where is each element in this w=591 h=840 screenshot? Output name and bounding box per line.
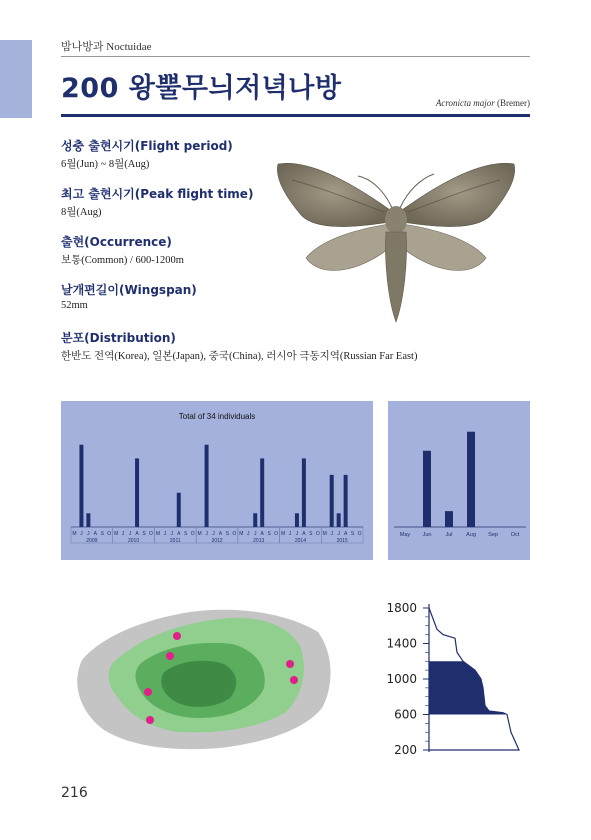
title-divider [61,114,530,117]
section-heading: 최고 출현시기(Peak flight time) [61,187,254,201]
month-tick-label: J [247,531,250,537]
bar [253,513,257,527]
bar [445,511,453,527]
bar [344,475,348,527]
year-tick-label: 2015 [336,538,348,544]
section-value: 6월(Jun) ~ 8월(Aug) [61,159,150,170]
bar [302,458,306,527]
bar [337,513,341,527]
month-tick-label: A [260,531,264,537]
yearly-chart [61,401,373,560]
chapter-tab [0,40,32,118]
month-tick-label: J [205,531,208,537]
year-tick-label: 2010 [128,538,140,544]
altitude-range-fill [429,661,507,714]
month-tick-label: J [337,531,340,537]
section-heading: 날개편길이(Wingspan) [61,283,197,297]
scientific-name-italic: Acronicta major [435,98,495,108]
month-tick-label: J [253,531,257,537]
month-tick-label: J [121,531,125,537]
month-tick-label: J [87,531,90,537]
bar [260,458,264,527]
section-value: 보통(Common) / 600-1200m [61,255,184,266]
month-tick-label: A [218,531,223,537]
map-point [166,652,174,660]
month-tick-label: S [142,531,146,537]
altitude-tick-label: 200 [394,743,417,757]
section-value: 한반도 전역(Korea), 일본(Japan), 중국(China), 러시아 극동지역(Russian Far East) [61,351,418,362]
section-occurrence [61,233,184,267]
month-tick-label: J [330,531,333,537]
altitude-chart [385,596,535,766]
month-tick-label: O [232,531,237,537]
month-tick-label: S [309,531,313,537]
section-value: 52mm [61,300,88,311]
month-tick-label: J [128,531,132,537]
month-tick-label: A [343,531,348,537]
altitude-tick-label: 600 [394,707,417,722]
month-tick-label: S [267,531,271,537]
month-tick-label: J [288,531,292,537]
altitude-tick-label: 1400 [386,636,417,651]
section-peak-time [61,185,253,219]
map-point [286,660,294,668]
month-tick-label: A [177,531,181,537]
bar [205,445,209,527]
month-tick-label: M [114,531,119,537]
year-tick-label: 2013 [253,538,265,544]
month-tick-label: S [225,531,230,537]
month-tick-label: A [135,531,139,537]
month-tick-label: M [197,531,202,537]
section-value: 8월(Aug) [61,207,102,218]
distribution-map [60,598,340,758]
bar [86,513,90,527]
bar [177,493,181,527]
page-title: 200 왕뿔무늬저녁나방 [61,73,342,104]
month-tick-label: S [184,531,188,537]
month-tick-label: Sep [488,532,498,538]
chart-title: Total of 34 individuals [178,412,256,421]
month-tick-label: O [357,531,362,537]
month-tick-label: O [107,531,112,537]
map-point [144,688,152,696]
yearly-chart-svg [61,401,373,560]
month-tick-label: M [239,531,244,537]
map-point [290,676,298,684]
month-tick-label: M [280,531,286,537]
month-tick-label: J [212,531,215,537]
bar [423,451,431,527]
month-tick-label: O [274,531,279,537]
month-tick-label: Oct [510,532,520,538]
section-wingspan [61,281,197,311]
map-point [146,716,154,724]
map-point [173,632,181,640]
month-tick-label: M [322,531,327,537]
year-tick-label: 2009 [86,538,98,544]
month-tick-label: M [72,531,77,537]
bar [330,475,334,527]
year-tick-label: 2012 [211,538,223,544]
section-flight-period [61,137,233,171]
month-tick-label: A [93,531,98,537]
month-tick-label: S [350,531,355,537]
section-heading: 출현(Occurrence) [61,235,172,249]
month-tick-label: O [315,531,320,537]
section-heading: 분포(Distribution) [61,331,176,345]
family-label: 밤나방과 Noctuidae [61,41,152,53]
year-tick-label: 2014 [294,538,306,544]
moth-photo [272,150,520,328]
divider [61,56,530,57]
section-heading: 성충 출현시기(Flight period) [61,139,233,153]
altitude-tick-label: 1000 [386,672,417,686]
month-tick-label: S [100,531,104,537]
monthly-chart [388,401,530,560]
page-number: 216 [61,785,88,801]
bar [79,445,83,527]
bar [467,432,475,527]
year-tick-label: 2011 [169,538,181,544]
month-tick-label: Aug [466,532,476,538]
month-tick-label: J [80,531,83,537]
bar [135,458,139,527]
monthly-chart-svg [388,401,530,560]
month-tick-label: O [149,531,153,537]
month-tick-label: Jul [445,532,453,538]
month-tick-label: Jun [422,532,432,538]
month-tick-label: M [155,531,160,537]
section-distribution [61,329,417,363]
month-tick-label: A [302,531,306,537]
scientific-name [436,98,530,108]
month-tick-label: J [170,531,174,537]
month-tick-label: J [163,531,167,537]
month-tick-label: O [190,531,195,537]
month-tick-label: May [399,532,411,538]
bar [295,513,299,527]
month-tick-label: J [295,531,299,537]
altitude-tick-label: 1800 [386,601,417,615]
author: (Bremer) [497,98,530,108]
